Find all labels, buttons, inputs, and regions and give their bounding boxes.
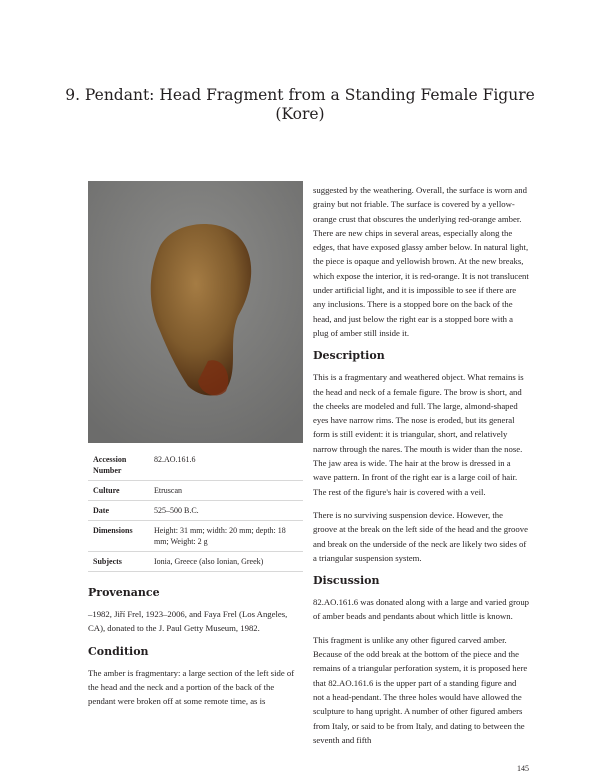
provenance-text: –1982, Jiří Frel, 1923–2006, and Faya Frel (Los Angeles, CA), donated to the J. Paul Getty Museum, 1982. xyxy=(88,609,288,634)
title-line-2: (Kore) xyxy=(275,105,325,123)
page-title xyxy=(0,86,600,124)
provenance-heading: Provenance xyxy=(88,586,160,599)
left-column-wrapper xyxy=(88,181,303,717)
description-heading: Description xyxy=(313,349,385,363)
detail-value: 525–500 B.C. xyxy=(149,501,303,521)
condition-text-continued: suggested by the weathering. Overall, the surface is worn and grainy but not friable. The surface is covered by a yellow-orange crust that obscures the underlying red-orange amber. There are new chips in several areas, especially along the edges, that have exposed glassy amber below. In natural light, the piece is opaque and yellowish brown. At the new breaks, which expose the interior, it is red-orange. It is not translucent under artificial light, and it is impossible to see if there are any inclusions. There is a stopped bore on the back of the head, and just below the right ear is a stopped bore with a plug of amber still inside it. xyxy=(313,185,529,338)
right-column-wrapper xyxy=(313,183,529,774)
description-paragraph: This is a fragmentary and weathered object. What remains is the head and neck of a female figure. The brow is short, and the cheeks are modeled and full. The large, almond-shaped eyes have narrow rims. The nose is eroded, but its general form is still evident: it is triangular, short, and relatively narrow through the nares. The mouth is wider than the nose. The jaw area is wide. The hair at the brow is dressed in a wave pattern. In front of the right ear is a large coil of hair. The rest of the figure's hair is covered with a veil. xyxy=(313,372,524,497)
table-row xyxy=(88,521,303,552)
detail-label: Subjects xyxy=(88,552,149,572)
table-row xyxy=(88,481,303,501)
detail-value: Height: 31 mm; width: 20 mm; depth: 18 mm; Weight: 2 g xyxy=(149,521,303,552)
discussion-heading: Discussion xyxy=(313,574,380,588)
object-details-table xyxy=(88,450,303,572)
table-row xyxy=(88,552,303,572)
discussion-paragraph: This fragment is unlike any other figured carved amber. Because of the odd break at the bottom of the piece and the remains of a triangular perforation system, it is proposed here that 82.AO.161.6 is the upper part of a standing figure and not a head-pendant. The three holes would have allowed the sculpture to hang upright. A number of other figured ambers from Italy, or said to be from Italy, and dating to between the seventh and fifth xyxy=(313,634,528,745)
table-row xyxy=(88,450,303,481)
page-number: 145 xyxy=(517,764,529,774)
left-column xyxy=(88,586,303,708)
detail-value: Ionia, Greece (also Ionian, Greek) xyxy=(149,552,303,572)
condition-heading: Condition xyxy=(88,644,149,658)
right-column xyxy=(313,183,529,756)
detail-label: Culture xyxy=(88,481,149,501)
detail-value: Etruscan xyxy=(149,481,303,501)
detail-label: Dimensions xyxy=(88,521,149,552)
detail-label: Date xyxy=(88,501,149,521)
detail-label: Accession Number xyxy=(88,450,149,481)
condition-text: The amber is fragmentary: a large section of the left side of the head and the neck and a portion of the back of the pendant were broken off at some remote time, as is xyxy=(88,667,295,707)
description-paragraph: There is no surviving suspension device. However, the groove at the break on the left side of the head and the groove and break on the underside of the neck are likely two sides of a triangular suspension system. xyxy=(313,509,528,563)
title-line-1: 9. Pendant: Head Fragment from a Standing Female Figure xyxy=(65,86,535,104)
amber-pendant-photo xyxy=(88,181,303,443)
discussion-paragraph: 82.AO.161.6 was donated along with a large and varied group of amber beads and pendants about which little is known. xyxy=(313,597,530,622)
table-row xyxy=(88,501,303,521)
detail-value: 82.AO.161.6 xyxy=(149,450,303,481)
